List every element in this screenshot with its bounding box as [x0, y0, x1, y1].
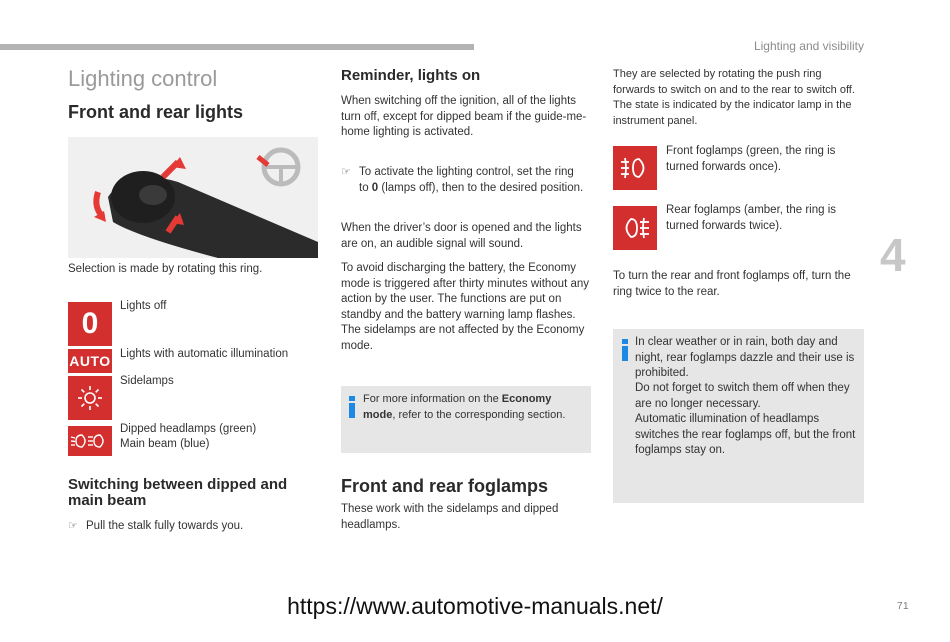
heading-front-rear-lights: Front and rear lights [68, 102, 244, 122]
switch-step-text: Pull the stalk fully towards you. [86, 520, 244, 532]
mode-label-main-beam: Main beam (blue) [120, 438, 210, 450]
image-caption: Selection is made by rotating this ring. [68, 263, 263, 275]
running-header: Lighting and visibility [753, 39, 864, 53]
lights-off-icon [68, 302, 112, 346]
info-icon [348, 396, 356, 423]
lighting-stalk-image [68, 137, 318, 258]
reminder-text: When switching off the ignition, all of the lights turn off, except for dipped beam if the guide-me-home lighting is activated. [341, 95, 587, 138]
economy-note-text [363, 392, 585, 423]
note-post: , refer to the corresponding section. [392, 408, 566, 421]
activate-step-pre: to [359, 181, 372, 194]
mode-label-lights-off: Lights off [120, 300, 167, 312]
foglamp-warning-note [613, 329, 864, 503]
front-foglamp-text: Front foglamps (green, the ring is turned forwards once). [666, 145, 836, 173]
activate-step-text [359, 165, 583, 196]
footer-url[interactable]: https://www.automotive-manuals.net/ [287, 593, 663, 619]
activate-step-bold: 0 [371, 181, 379, 194]
mode-label-sidelamps: Sidelamps [120, 375, 174, 387]
chapter-number: 4 [880, 229, 906, 281]
rear-foglamp-icon [613, 206, 657, 250]
auto-icon [68, 349, 112, 373]
note-bold: Economy mode [363, 393, 552, 421]
door-signal-text: When the driver’s door is opened and the lights are on, an audible signal will sound. [341, 222, 582, 250]
section-title: Lighting control [68, 66, 218, 91]
warning-text-1: In clear weather or in rain, both day and night, rear foglamps dazzle and their use is prohibited. [635, 336, 855, 379]
headlamps-icon [68, 426, 112, 456]
activate-step-post: (lamps off), then to the desired position. [378, 181, 584, 194]
rear-foglamp-text: Rear foglamps (amber, the ring is turned forwards twice). [666, 204, 837, 232]
heading-switching-beam: Switching between dipped and main beam [68, 476, 288, 509]
auto-icon-text: AUTO [69, 353, 111, 369]
step-arrow-icon: ☞ [68, 520, 78, 532]
front-foglamp-icon [613, 146, 657, 190]
lights-off-icon-text: 0 [81, 307, 99, 340]
mode-label-dipped: Dipped headlamps (green) [120, 423, 257, 435]
step-arrow-icon: ☞ [341, 166, 351, 178]
info-icon [621, 339, 629, 366]
economy-text: To avoid discharging the battery, the Economy mode is triggered after thirty minutes without any action by the user. The functions are put on standby and the battery warning lamp flashes. The sidelamps are not affected by the Economy mode. [341, 262, 590, 352]
heading-reminder: Reminder, lights on [341, 67, 481, 84]
foglamps-off-text: To turn the rear and front foglamps off, turn the ring twice to the rear. [613, 270, 851, 298]
top-bar [0, 44, 474, 50]
heading-foglamps: Front and rear foglamps [341, 476, 549, 496]
switch-step [68, 519, 318, 535]
mode-label-auto: Lights with automatic illumination [120, 348, 289, 360]
foglamps-intro: They are selected by rotating the push ring forwards to switch on and to the rear to switch off. The state is indicated by the indicator lamp in the instrument panel. [613, 68, 855, 127]
foglamps-text: These work with the sidelamps and dipped headlamps. [341, 503, 559, 531]
sidelamps-icon [68, 376, 112, 420]
warning-text-3: Automatic illumination of headlamps switches the rear foglamps off, but the front foglamps stay on. [635, 413, 856, 456]
warning-text-2: Do not forget to switch them off when they are no longer necessary. [635, 382, 850, 410]
activate-step [341, 165, 593, 196]
page-number: 71 [897, 601, 910, 612]
note-pre: For more information on the [363, 393, 502, 405]
activate-step-line1: To activate the lighting control, set the ring [359, 166, 574, 178]
economy-info-note [341, 386, 591, 453]
